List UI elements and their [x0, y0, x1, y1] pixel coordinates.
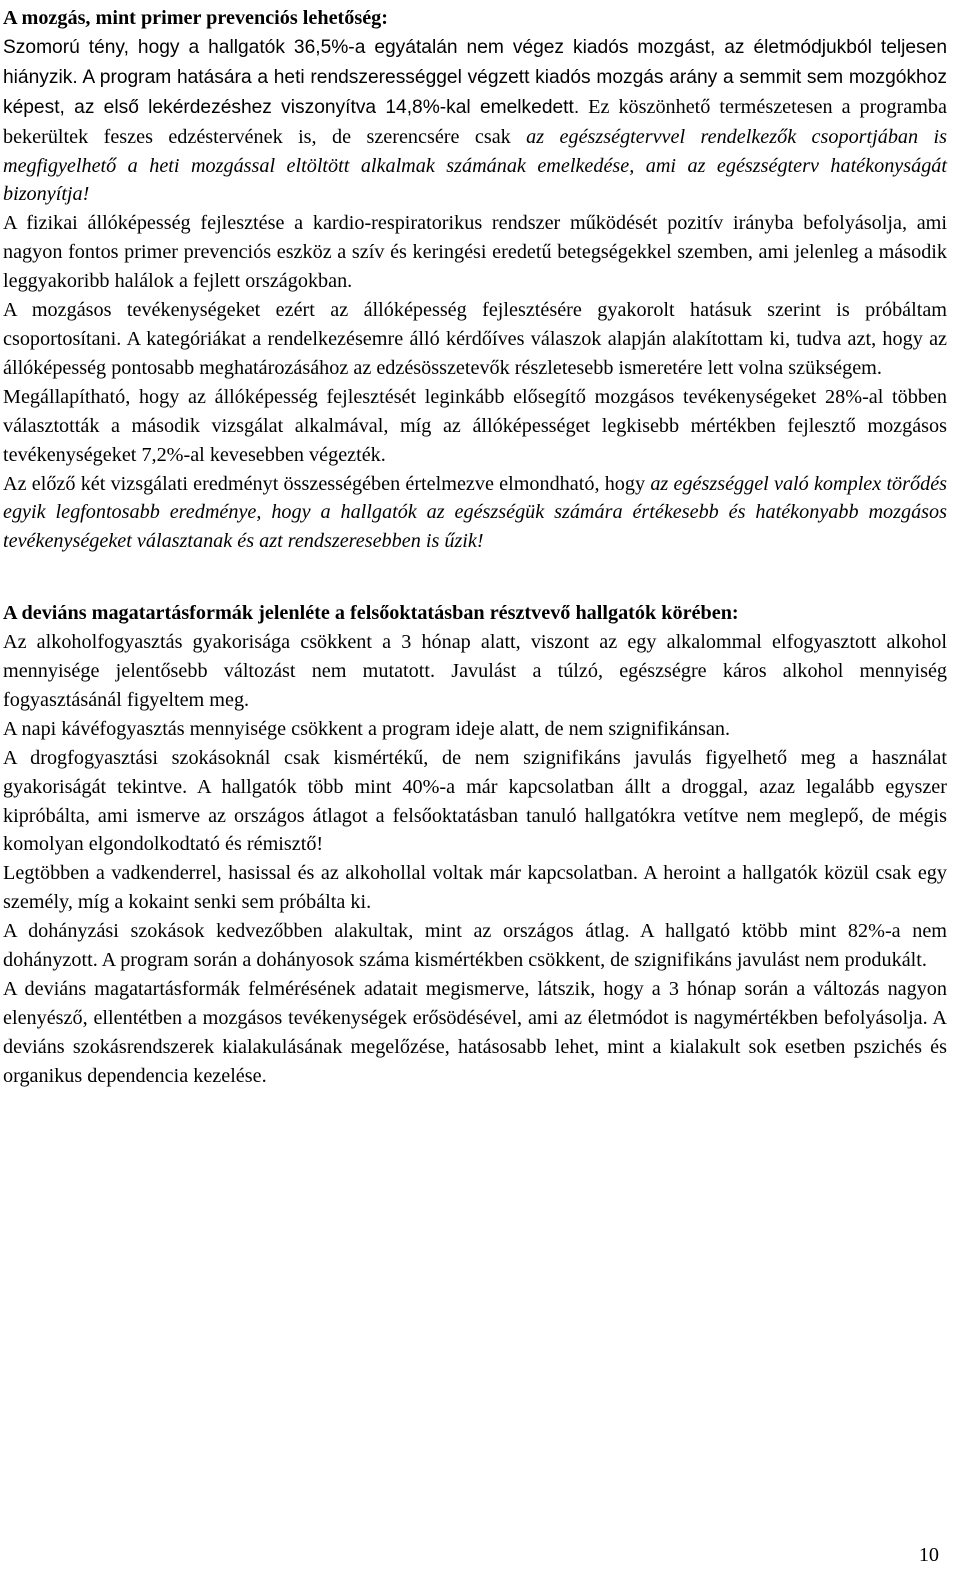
- section-gap: [3, 556, 947, 599]
- paragraph-cardio: A fizikai állóképesség fejlesztése a kardio-respiratorikus rendszer működését pozitív irányba befolyásolja, ami nagyon fontos primer prevenciós eszköz a szív és keringési eredetű betegségekkel szemben, ami jelenleg a második leggyakoribb halálok a fejlett országokban.: [3, 212, 947, 293]
- page-content: [3, 4, 947, 1091]
- paragraph-smoking: A dohányzási szokások kedvezőbben alakultak, mint az országos átlag. A hallgató ktöbb mint 82%-a nem dohányzott. A program során a dohányosok száma kismértékben csökkent, de szignifikáns javulást nem produkált.: [3, 920, 947, 972]
- paragraph-substances: Legtöbben a vadkenderrel, hasissal és az alkohollal voltak már kapcsolatban. A heroint a hallgatók közül csak egy személy, míg a kokaint senki sem próbálta ki.: [3, 862, 947, 914]
- page-number: 10: [918, 1544, 939, 1566]
- section-heading-deviant: A deviáns magatartásformák jelenléte a felsőoktatásban résztvevő hallgatók körében:: [3, 602, 739, 625]
- paragraph-coffee: A napi kávéfogyasztás mennyisége csökkent a program ideje alatt, de nem szignifikánsan.: [3, 717, 731, 740]
- paragraph-alcohol: Az alkoholfogyasztás gyakorisága csökkent a 3 hónap alatt, viszont az egy alkalommal elfogyasztott alkohol mennyisége jelentősebb változást nem mutatott. Javulást a túlzó, egészségre káros alkohol mennyiség fogyasztásánál figyeltem meg.: [3, 631, 947, 711]
- paragraph-summary: A deviáns magatartásformák felmérésének adatait megismerve, látszik, hogy a 3 hónap során a változás nagyon elenyésző, ellentétben a mozgásos tevékenységek erősödésével, ami az életmódot is nagymértékben befolyásolja. A deviáns szokásrendszerek kialakulásának megelőzése, hatásosabb lehet, mint a kialakult sok esetben pszichés és organikus dependencia kezelése.: [3, 978, 947, 1087]
- paragraph-conclusion-emphasis: az egészséggel való komplex törődés egyik legfontosabb eredménye, hogy a hallgatók az egészségük számára értékesebb és hatékonyabb mozgásos tevékenységeket választanak és azt rendszeresebben is űzik!: [3, 472, 948, 553]
- paragraph-exercise-training: Ez köszönhető természetesen a programba bekerültek feszes edzéstervének is, de szerencsére csak: [3, 95, 947, 148]
- paragraph-exercise-stats: Szomorú tény, hogy a hallgatók 36,5%-a egyátalán nem végez kiadós mozgást, az életmódjukból teljesen hiányzik. A program hatására a heti rendszerességgel végzett kiadós mozgás arány a semmit sem mozgókhoz képest, az első lekérdezéshez viszonyítva 14,8%-kal emelkedett.: [3, 36, 947, 118]
- section-heading-exercise: A mozgás, mint primer prevenciós lehetőség:: [3, 7, 388, 29]
- paragraph-categorization: A mozgásos tevékenységeket ezért az állóképesség fejlesztésére gyakorolt hatásuk szerint is próbáltam csoportosítani. A kategóriákat a rendelkezésemre álló kérdőíves válaszok alapján alakítottam ki, tudva azt, hogy az állóképesség pontosabb meghatározásához az edzésösszetevők részletesebb ismeretére lett volna szükségem.: [3, 299, 947, 379]
- paragraph-findings: Megállapítható, hogy az állóképesség fejlesztését leginkább elősegítő mozgásos tevékenységeket 28%-al többen választották a második vizsgálat alkalmával, míg az állóképességet legkisebb mértékben fejlesztő mozgásos tevékenységeket 7,2%-al kevesebben végezték.: [3, 385, 947, 466]
- paragraph-conclusion: [3, 470, 947, 557]
- paragraph-exercise-results: [3, 33, 947, 209]
- paragraph-exercise-emphasis: az egészségtervvel rendelkezők csoportjában is megfigyelhető a heti mozgással eltöltött alkalmak számának emelkedése, ami az egészségterv hatékonyságát bizonyítja!: [3, 125, 947, 206]
- paragraph-conclusion-lead: Az előző két vizsgálati eredményt összességében értelmezve elmondható, hogy: [3, 472, 651, 495]
- paragraph-drugs: A drogfogyasztási szokásoknál csak kismértékű, de nem szignifikáns javulás figyelhető meg a használat gyakoriságát tekintve. A hallgatók több mint 40%-a már kapcsolatban állt a droggal, azaz legalább egyszer kipróbálta, ami ismerve az országos átlagot a felsőoktatásban tanuló hallgatókra vetítve nem meglepő, de mégis komolyan elgondolkodtató és rémisztő!: [3, 746, 947, 856]
